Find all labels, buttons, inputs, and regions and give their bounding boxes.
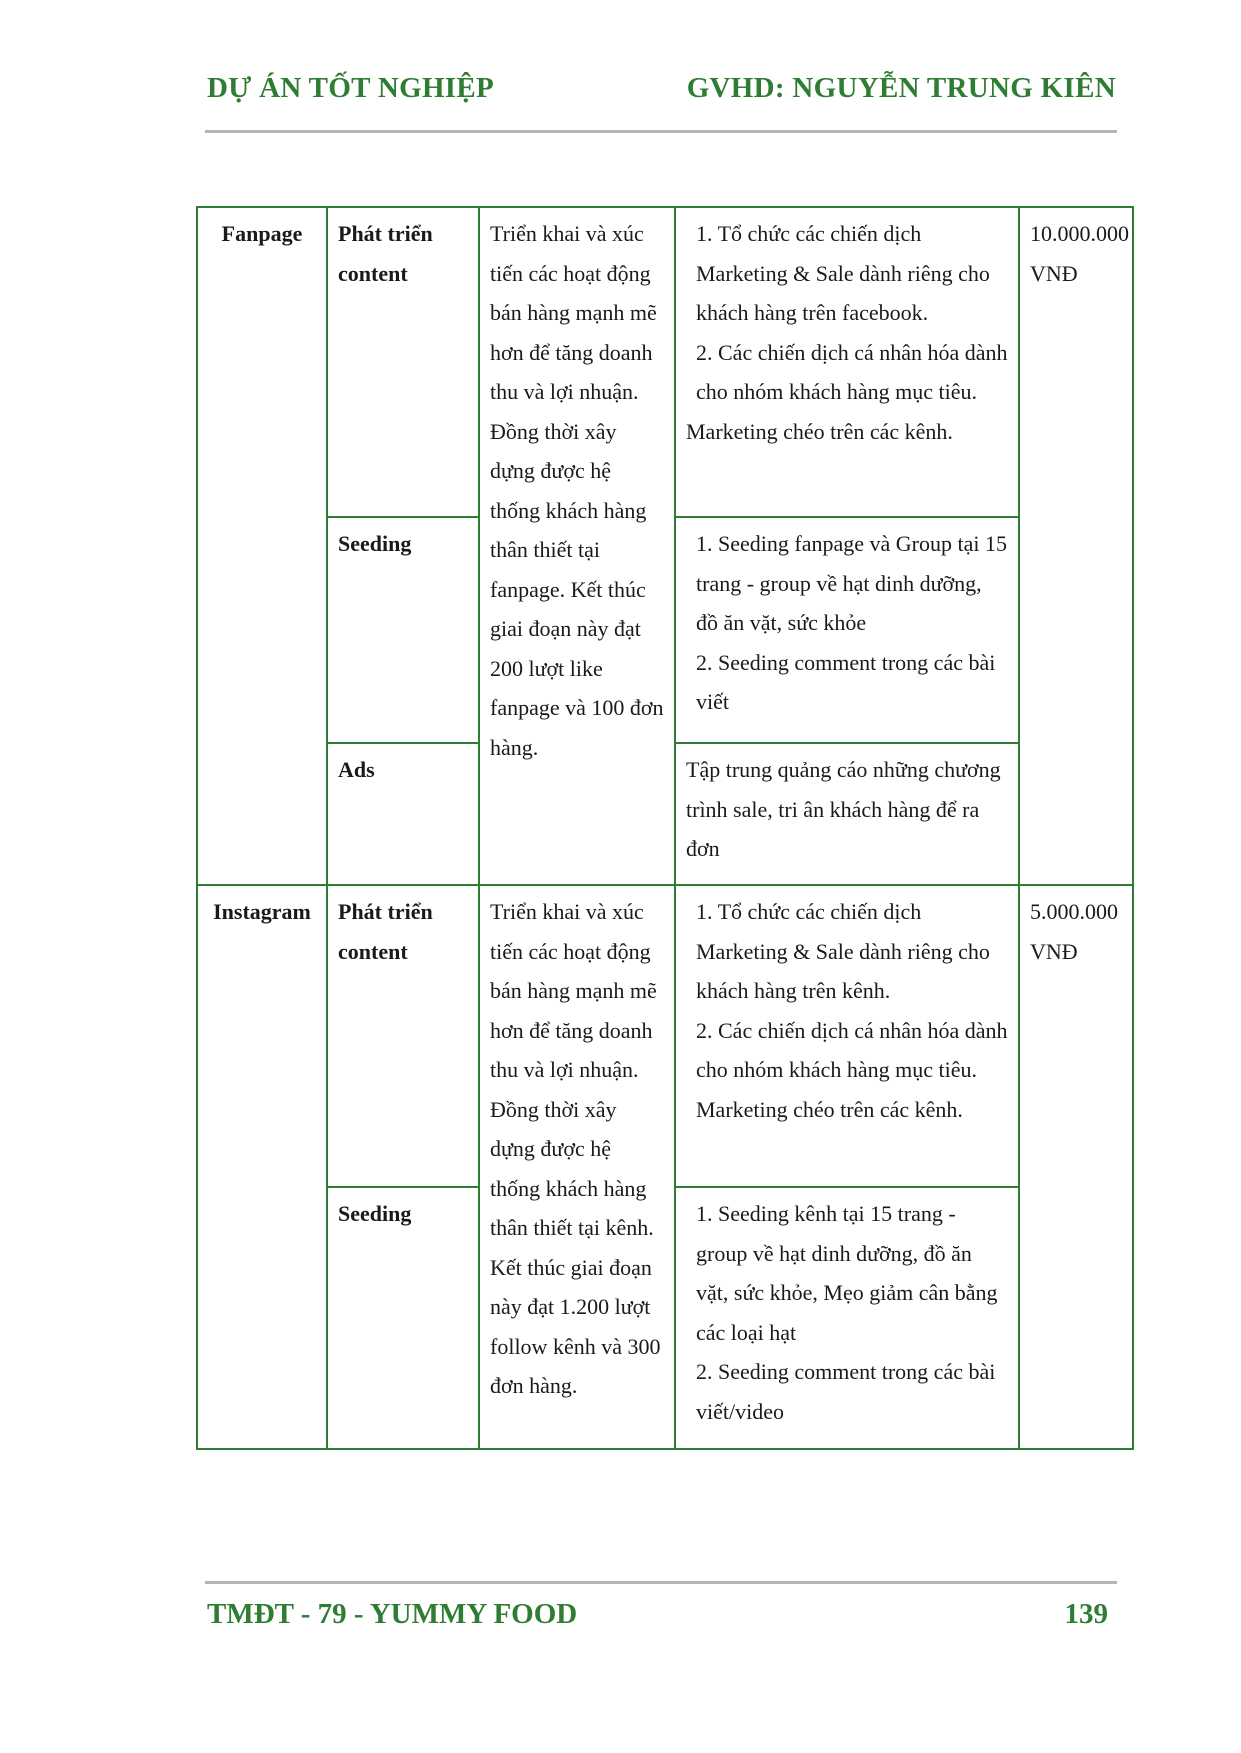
- detail-line: 2. Các chiến dịch cá nhân hóa dành cho nhóm khách hàng mục tiêu. Marketing chéo trên các kênh.: [696, 1017, 1008, 1122]
- channel-cell: Fanpage: [197, 207, 327, 885]
- detail-line: 1. Seeding fanpage và Group tại 15 trang - group về hạt dinh dưỡng, đồ ăn vặt, sức khỏe: [696, 531, 1007, 635]
- detail-cell: [675, 207, 1019, 517]
- detail-cell: [675, 517, 1019, 743]
- channel-cell: Instagram: [197, 885, 327, 1449]
- activity-cell: Seeding: [327, 517, 479, 743]
- activity-cell: Phát triển content: [327, 207, 479, 517]
- table-row: [197, 207, 1133, 517]
- page-number: 139: [1064, 1598, 1108, 1630]
- detail-line: Marketing chéo trên các kênh.: [686, 418, 953, 444]
- objective-cell: Triển khai và xúc tiến các hoạt động bán hàng mạnh mẽ hơn để tăng doanh thu và lợi nhuận. Đồng thời xây dựng được hệ thống khách hàng thân thiết tại kênh. Kết thúc giai đoạn này đạt 1.200 lượt follow kênh và 300 đơn hàng.: [479, 885, 675, 1449]
- activity-cell: Ads: [327, 743, 479, 885]
- marketing-plan-table: [196, 206, 1134, 1450]
- detail-cell: [675, 885, 1019, 1187]
- detail-line: Tập trung quảng cáo những chương trình sale, tri ân khách hàng để ra đơn: [686, 757, 1001, 861]
- detail-line: 2. Seeding comment trong các bài viết: [696, 649, 996, 714]
- header-project-title: DỰ ÁN TỐT NGHIỆP: [207, 72, 495, 104]
- budget-cell: 10.000.000 VNĐ: [1019, 207, 1133, 885]
- footer-group-name: TMĐT - 79 - YUMMY FOOD: [207, 1598, 578, 1630]
- activity-cell: Seeding: [327, 1187, 479, 1449]
- detail-cell: [675, 1187, 1019, 1449]
- detail-line: 2. Các chiến dịch cá nhân hóa dành cho nhóm khách hàng mục tiêu.: [696, 339, 1008, 404]
- header-divider: [205, 130, 1117, 133]
- footer-divider: [205, 1581, 1117, 1584]
- activity-cell: Phát triển content: [327, 885, 479, 1187]
- detail-line: 1. Seeding kênh tại 15 trang - group về hạt dinh dưỡng, đồ ăn vặt, sức khỏe, Mẹo giảm cân bằng các loại hạt: [696, 1201, 998, 1345]
- detail-cell: [675, 743, 1019, 885]
- budget-cell: 5.000.000 VNĐ: [1019, 885, 1133, 1449]
- detail-line: 1. Tổ chức các chiến dịch Marketing & Sale dành riêng cho khách hàng trên facebook.: [696, 221, 990, 325]
- detail-line: 2. Seeding comment trong các bài viết/video: [696, 1359, 996, 1424]
- detail-line: 1. Tổ chức các chiến dịch Marketing & Sale dành riêng cho khách hàng trên kênh.: [696, 899, 990, 1003]
- header-advisor: GVHD: NGUYỄN TRUNG KIÊN: [686, 72, 1116, 104]
- table-row: [197, 885, 1133, 1187]
- objective-cell: Triển khai và xúc tiến các hoạt động bán hàng mạnh mẽ hơn để tăng doanh thu và lợi nhuận. Đồng thời xây dựng được hệ thống khách hàng thân thiết tại fanpage. Kết thúc giai đoạn này đạt 200 lượt like fanpage và 100 đơn hàng.: [479, 207, 675, 885]
